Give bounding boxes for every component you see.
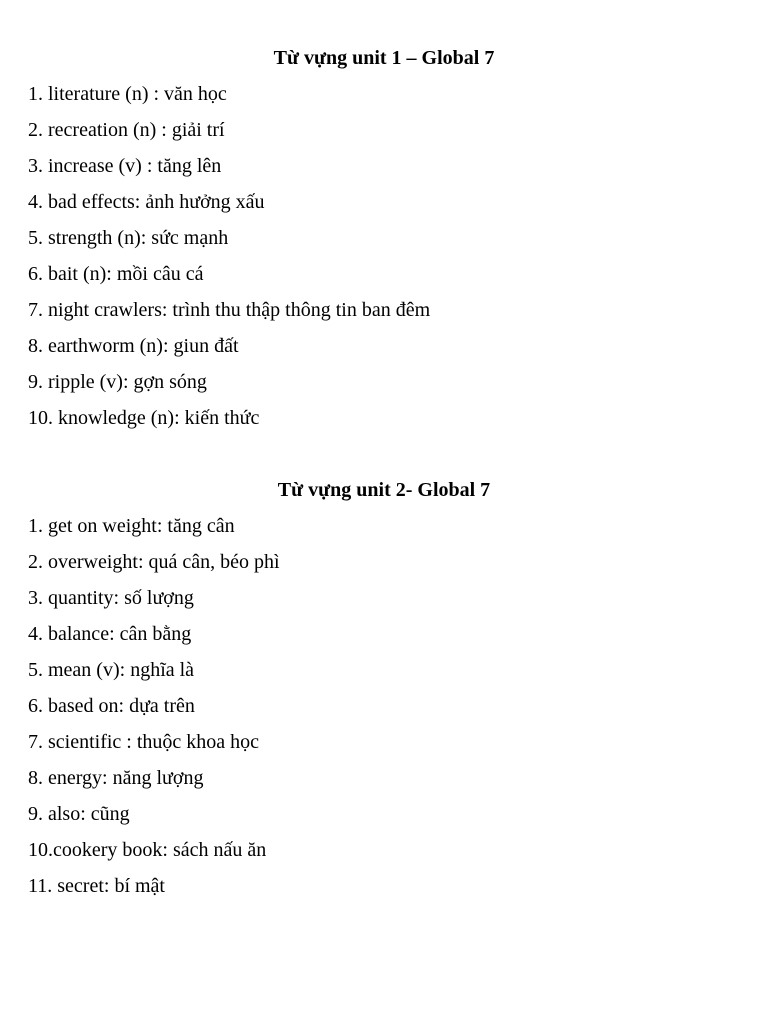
- section-title: Từ vựng unit 2- Global 7: [277, 479, 491, 501]
- vocabulary-list: [28, 514, 740, 898]
- vocabulary-section-unit-2: [28, 478, 740, 910]
- list-item: 7. night crawlers: trình thu thập thông tin ban đêm: [28, 299, 431, 321]
- list-item: 4. balance: cân bằng: [28, 623, 192, 645]
- vocabulary-section-unit-1: [28, 46, 740, 442]
- list-item: 2. overweight: quá cân, béo phì: [28, 551, 280, 573]
- list-item: 5. mean (v): nghĩa là: [28, 659, 195, 681]
- vocabulary-list: [28, 82, 740, 430]
- list-item: 3. quantity: số lượng: [28, 587, 194, 609]
- list-item: 8. earthworm (n): giun đất: [28, 335, 239, 357]
- list-item: 1. literature (n) : văn học: [28, 83, 227, 105]
- list-item: 11. secret: bí mật: [28, 875, 165, 897]
- list-item: 9. ripple (v): gợn sóng: [28, 371, 207, 393]
- list-item: 4. bad effects: ảnh hưởng xấu: [28, 191, 265, 213]
- list-item: 10.cookery book: sách nấu ăn: [28, 839, 267, 861]
- list-item: 2. recreation (n) : giải trí: [28, 119, 225, 141]
- section-title: Từ vựng unit 1 – Global 7: [273, 47, 495, 69]
- list-item: 9. also: cũng: [28, 803, 130, 825]
- list-item: 6. bait (n): mồi câu cá: [28, 263, 204, 285]
- list-item: 7. scientific : thuộc khoa học: [28, 731, 260, 753]
- list-item: 6. based on: dựa trên: [28, 695, 195, 717]
- list-item: 3. increase (v) : tăng lên: [28, 155, 222, 177]
- list-item: 1. get on weight: tăng cân: [28, 515, 235, 537]
- list-item: 5. strength (n): sức mạnh: [28, 227, 229, 249]
- list-item: 10. knowledge (n): kiến thức: [28, 407, 260, 429]
- list-item: 8. energy: năng lượng: [28, 767, 204, 789]
